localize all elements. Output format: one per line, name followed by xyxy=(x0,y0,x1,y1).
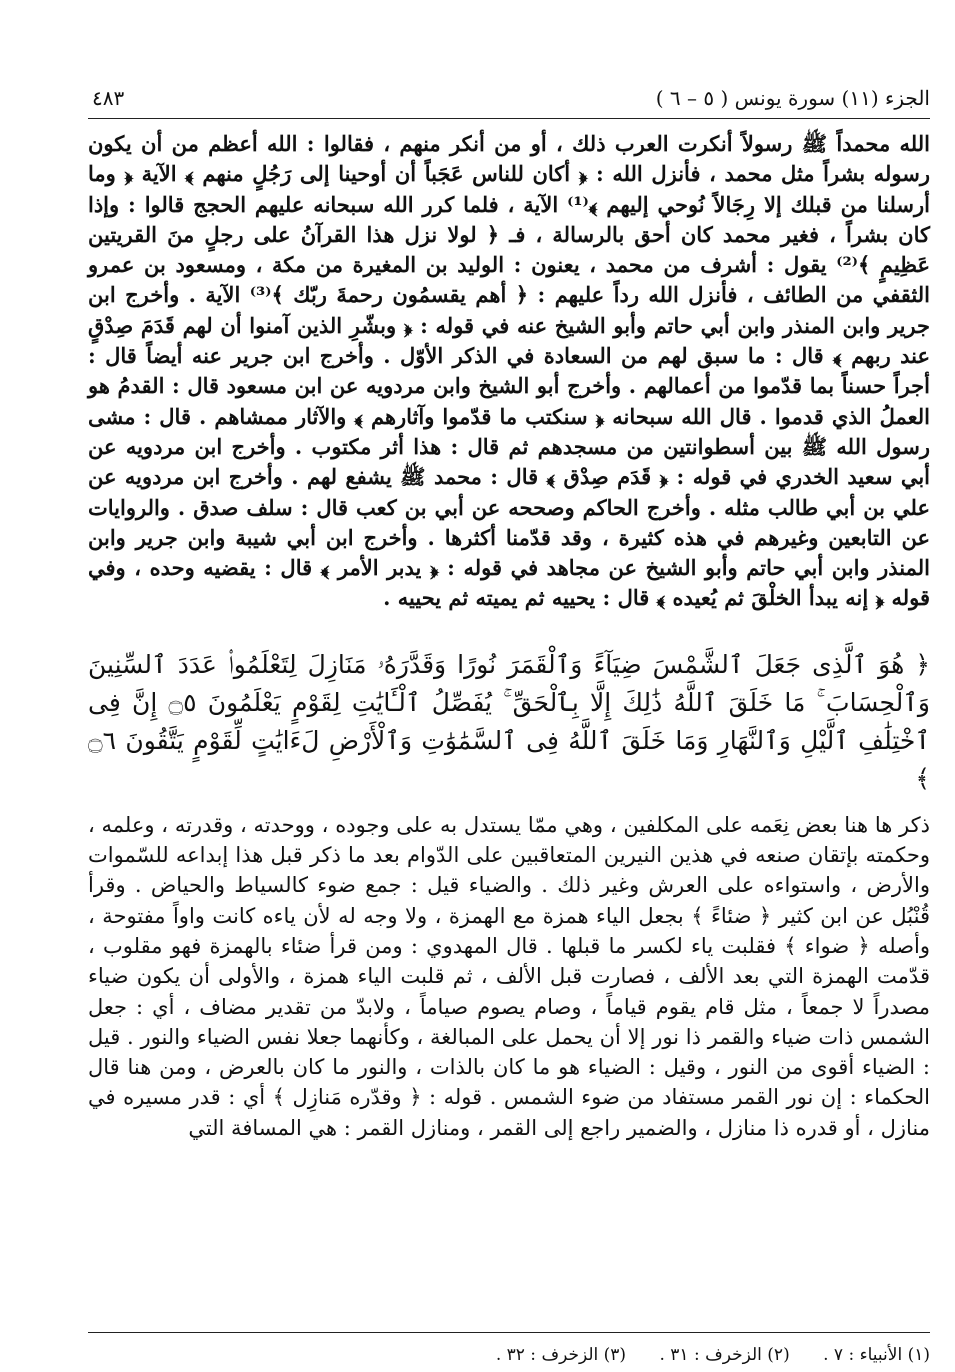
page-header xyxy=(88,78,930,119)
quran-verses: ﴿ هُوَ ٱلَّذِى جَعَلَ ٱلشَّمْسَ ضِيَآءً وَٱلْقَمَرَ نُورًا وَقَدَّرَهُۥ مَنَازِلَ لِتَعْلَمُوا۟ عَدَدَ ٱلسِّنِينَ وَٱلْحِسَابَ ۚ مَا خَلَقَ ٱللَّهُ ذَٰلِكَ إِلَّا بِٱلْحَقِّ ۚ يُفَصِّلُ ٱلْـَٔايَٰتِ لِقَوْمٍ يَعْلَمُونَ ۝٥ إِنَّ فِى ٱخْتِلَٰفِ ٱلَّيْلِ وَٱلنَّهَارِ وَمَا خَلَقَ ٱللَّهُ فِى ٱلسَّمَٰوَٰتِ وَٱلْأَرْضِ لَءَايَٰتٍ لِّقَوْمٍ يَتَّقُونَ ۝٦ ﴾ xyxy=(88,649,930,793)
footnotes xyxy=(88,1332,930,1365)
footnote-2: (٢) الزخرف : ٣١ . xyxy=(659,1345,790,1365)
page xyxy=(88,78,930,1365)
footnote-3: (٣) الزخرف : ٣٢ . xyxy=(495,1345,627,1365)
page-body xyxy=(88,129,930,1143)
page-number: ٤٨٣ xyxy=(92,86,125,110)
footnote-1: (١) الأنبياء : ٧ . xyxy=(823,1345,930,1365)
tafsir-paragraph: الله محمداً ﷺ رسولاً أنكرت العرب ذلك ، أو من أنكر منهم ، فقالوا : الله أعظم من أن يكون رسوله بشراً مثل محمد ، فأنزل الله : ﴿ أكان للناس عَجَباً أن أوحينا إلى رَجُلٍ منهم ﴾ الآية ﴿ وما أرسلنا من قبلك إلا رِجَالاً نُوحي إليهم ﴾⁽¹⁾ الآية ، فلما كرر الله سبحانه عليهم الحجج قالوا : وإذا كان بشراً ، فغير محمد كان أحق بالرسالة ، فـ ﴿ لولا نزل هذا القرآنُ على رجلٍ منَ القريتين عَظِيمٍ ﴾⁽²⁾ يقول : أشرف من محمد ، يعنون : الوليد بن المغيرة من مكة ، ومسعود بن عمرو الثقفي من الطائف ، فأنزل الله رداً عليهم : ﴿ أهم يقسمُون رحمةَ ربّك ﴾⁽³⁾ الآية . وأخرج ابن جرير وابن المنذر وابن أبي حاتم وأبو الشيخ عنه في قوله : ﴿ وبشّرِ الذين آمنوا أن لهم قَدَمَ صِدْقٍ عند ربهم ﴾ قال : ما سبق لهم من السعادة في الذكر الأوّل . وأخرج ابن جرير عنه أيضاً قال : أجراً حسناً بما قدّموا من أعمالهم . وأخرج أبو الشيخ وابن مردويه عن ابن مسعود قال : القدمُ هو العملُ الذي قدموا . قال الله سبحانه ﴿ سنكتب ما قدّموا وآثارهم ﴾ والآثار ممشاهم . قال : مشى رسول الله ﷺ بين أسطوانتين من مسجدهم ثم قال : هذا أثر مكتوب . وأخرج ابن مردويه عن أبي سعيد الخدري في قوله : ﴿ قَدَم صِدْق ﴾ قال : محمد ﷺ يشفع لهم . وأخرج ابن مردويه عن علي بن أبي طالب مثله . وأخرج الحاكم وصححه عن أبي بن كعب قال : سلف صدق . والروايات عن التابعين وغيرهم في هذه كثيرة ، وقد قدّمنا أكثرها . وأخرج ابن أبي شيبة وابن جرير وابن المنذر وابن أبي حاتم وأبو الشيخ عن مجاهد في قوله : ﴿ يدبر الأمر ﴾ قال : يقضيه وحده ، وفي قوله ﴿ إنه يبدأ الخلْقَ ثم يُعيده ﴾ قال : يحييه ثم يميته ثم يحييه . xyxy=(88,131,930,611)
commentary-paragraph: ذكر ها هنا بعض نِعَمه على المكلفين ، وهي ممّا يستدل به على وجوده ، ووحدته ، وقدرته ، وعلمه ، وحكمته بإتقان صنعه في هذين النيرين المتعاقبين على الدّوام بعد ما ذكر قبل هذا إبداعه للسّموات والأرض ، واستواءه على العرش وغير ذلك . والضياء قيل : جمع ضوء كالسياط والحياض . وقرأ قُنْبُل عن ابن كثير ﴿ ضئاءً ﴾ بجعل الياء همزة مع الهمزة ، ولا وجه له لأن ياءه كانت واواً مفتوحة ، وأصله ﴿ ضواء ﴾ فقلبت ياء لكسر ما قبلها . قال المهدوي : ومن قرأ ضئاء بالهمزة فهو مقلوب ، قدّمت الهمزة التي بعد الألف ، فصارت قبل الألف ، ثم قلبت الياء همزة ، والأولى أن يكون ضياء مصدراً لا جمعاً ، مثل قام يقوم قياماً ، وصام يصوم صياماً ، ولابدّ من تقدير مضاف ، أي : جعل الشمس ذات ضياء والقمر ذا نور إلا أن يحمل على المبالغة ، وكأنهما جعلا نفس الضياء والنور . قيل : الضياء أقوى من النور ، وقيل : الضياء هو ما كان بالذات ، والنور ما كان بالعرض ، ومن هنا قال الحكماء : إن نور القمر مستفاد من ضوء الشمس . قوله : ﴿ وقدّره مَنازِل ﴾ أي : قدر مسيره في منازل ، أو قدره ذا منازل ، والضمير راجع إلى القمر ، ومنازل القمر : هي المسافة التي xyxy=(88,812,930,1140)
running-head: الجزء (١١) سورة يونس ( ٥ – ٦ ) xyxy=(655,86,930,110)
